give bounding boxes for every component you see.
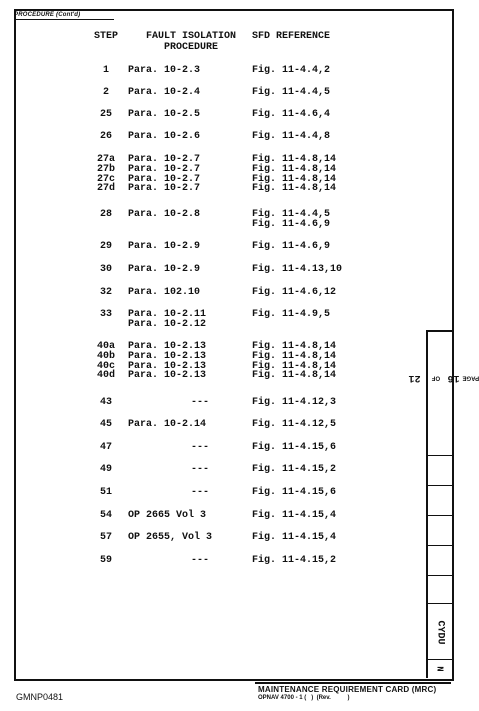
card-code: CYDU: [434, 619, 446, 645]
sfd-cell: Fig. 11-4.4,2: [252, 65, 331, 76]
procedure-cell: OP 2665 Vol 3: [128, 510, 207, 521]
document-id: GMNP0481: [16, 692, 64, 702]
sfd-cell: Fig. 11-4.4,8: [252, 131, 331, 142]
procedure-cell: ---: [190, 487, 209, 498]
procedure-cell: Para. 10-2.4: [128, 87, 201, 98]
column-header-step: STEP: [93, 31, 118, 42]
sfd-cell: Fig. 11-4.12,3: [252, 397, 337, 408]
step-cell: 1: [102, 65, 109, 76]
section-header: PROCEDURE (Cont'd): [14, 12, 81, 18]
step-cell: 47: [99, 442, 112, 453]
step-cell: 59: [99, 555, 112, 566]
procedure-cell: Para. 10-2.8: [128, 209, 201, 220]
step-cell: 2: [102, 87, 109, 98]
sfd-cell: Fig. 11-4.15,2: [252, 555, 337, 566]
sfd-cell: Fig. 11-4.9,5: [252, 309, 331, 320]
sfd-cell: Fig. 11-4.15,6: [252, 487, 337, 498]
table-row: [0, 556, 400, 605]
sfd-cell: Fig. 11-4.4,5: [252, 87, 331, 98]
procedure-cell: Para. 10-2.13 Para. 10-2.13 Para. 10-2.13 Para. 10-2.13: [128, 341, 207, 382]
step-cell: 28: [99, 209, 112, 220]
header-underline: [14, 19, 114, 20]
sfd-cell: Fig. 11-4.8,14 Fig. 11-4.8,14 Fig. 11-4.8,14 Fig. 11-4.8,14: [252, 341, 337, 382]
sfd-cell: Fig. 11-4.6,9: [252, 241, 331, 252]
procedure-cell: Para. 102.10: [128, 287, 201, 298]
step-cell: 30: [99, 264, 112, 275]
procedure-cell: Para. 10-2.5: [128, 109, 201, 120]
footer-form: OPNAV 4700 - 1 ( ) (Rev. ): [258, 695, 350, 701]
sfd-cell: Fig. 11-4.15,6: [252, 442, 337, 453]
step-cell: 33: [99, 309, 112, 320]
page-side-panel: [408, 330, 479, 678]
page-label: PAGE: [462, 374, 479, 380]
footer-title: MAINTENANCE REQUIREMENT CARD (MRC): [258, 685, 437, 694]
step-cell: 40a 40b 40c 40d: [96, 341, 115, 382]
sfd-cell: Fig. 11-4.15,4: [252, 532, 337, 543]
column-header-procedure: FAULT ISOLATION PROCEDURE: [145, 31, 236, 53]
procedure-cell: Para. 10-2.14: [128, 419, 207, 430]
step-cell: 25: [99, 109, 112, 120]
column-header-sfd: SFD REFERENCE: [252, 31, 331, 42]
table-row: [0, 155, 400, 204]
procedure-cell: OP 2655, Vol 3: [128, 532, 213, 543]
procedure-cell: ---: [190, 464, 209, 475]
step-cell: 29: [99, 241, 112, 252]
procedure-cell: Para. 10-2.7 Para. 10-2.7 Para. 10-2.7 Para. 10-2.7: [128, 154, 201, 195]
footer-rule: [255, 682, 451, 684]
step-cell: 32: [99, 287, 112, 298]
total-pages: 21: [408, 371, 421, 383]
procedure-cell: ---: [190, 555, 209, 566]
procedure-cell: Para. 10-2.6: [128, 131, 201, 142]
step-cell: 26: [99, 131, 112, 142]
sfd-cell: Fig. 11-4.6,4: [252, 109, 331, 120]
step-cell: 57: [99, 532, 112, 543]
procedure-cell: Para. 10-2.9: [128, 241, 201, 252]
sfd-cell: Fig. 11-4.15,2: [252, 464, 337, 475]
sfd-cell: Fig. 11-4.4,5 Fig. 11-4.6,9: [252, 209, 331, 230]
step-cell: 45: [99, 419, 112, 430]
step-cell: 49: [99, 464, 112, 475]
sfd-cell: Fig. 11-4.6,12: [252, 287, 337, 298]
table-row: [0, 342, 400, 391]
step-cell: 51: [99, 487, 112, 498]
step-cell: 54: [99, 510, 112, 521]
procedure-cell: Para. 10-2.9: [128, 264, 201, 275]
procedure-cell: ---: [190, 397, 209, 408]
sfd-cell: Fig. 11-4.12,5: [252, 419, 337, 430]
procedure-cell: Para. 10-2.11 Para. 10-2.12: [128, 309, 207, 330]
of-label: OF: [431, 374, 440, 380]
step-cell: 43: [99, 397, 112, 408]
page-number: 16: [447, 371, 460, 383]
sfd-cell: Fig. 11-4.13,10: [252, 264, 343, 275]
procedure-cell: ---: [190, 442, 209, 453]
step-cell: 27a 27b 27c 27d: [96, 154, 115, 195]
sfd-cell: Fig. 11-4.15,4: [252, 510, 337, 521]
card-letter: N: [435, 666, 445, 672]
sfd-cell: Fig. 11-4.8,14 Fig. 11-4.8,14 Fig. 11-4.8,14 Fig. 11-4.8,14: [252, 154, 337, 195]
procedure-cell: Para. 10-2.3: [128, 65, 201, 76]
